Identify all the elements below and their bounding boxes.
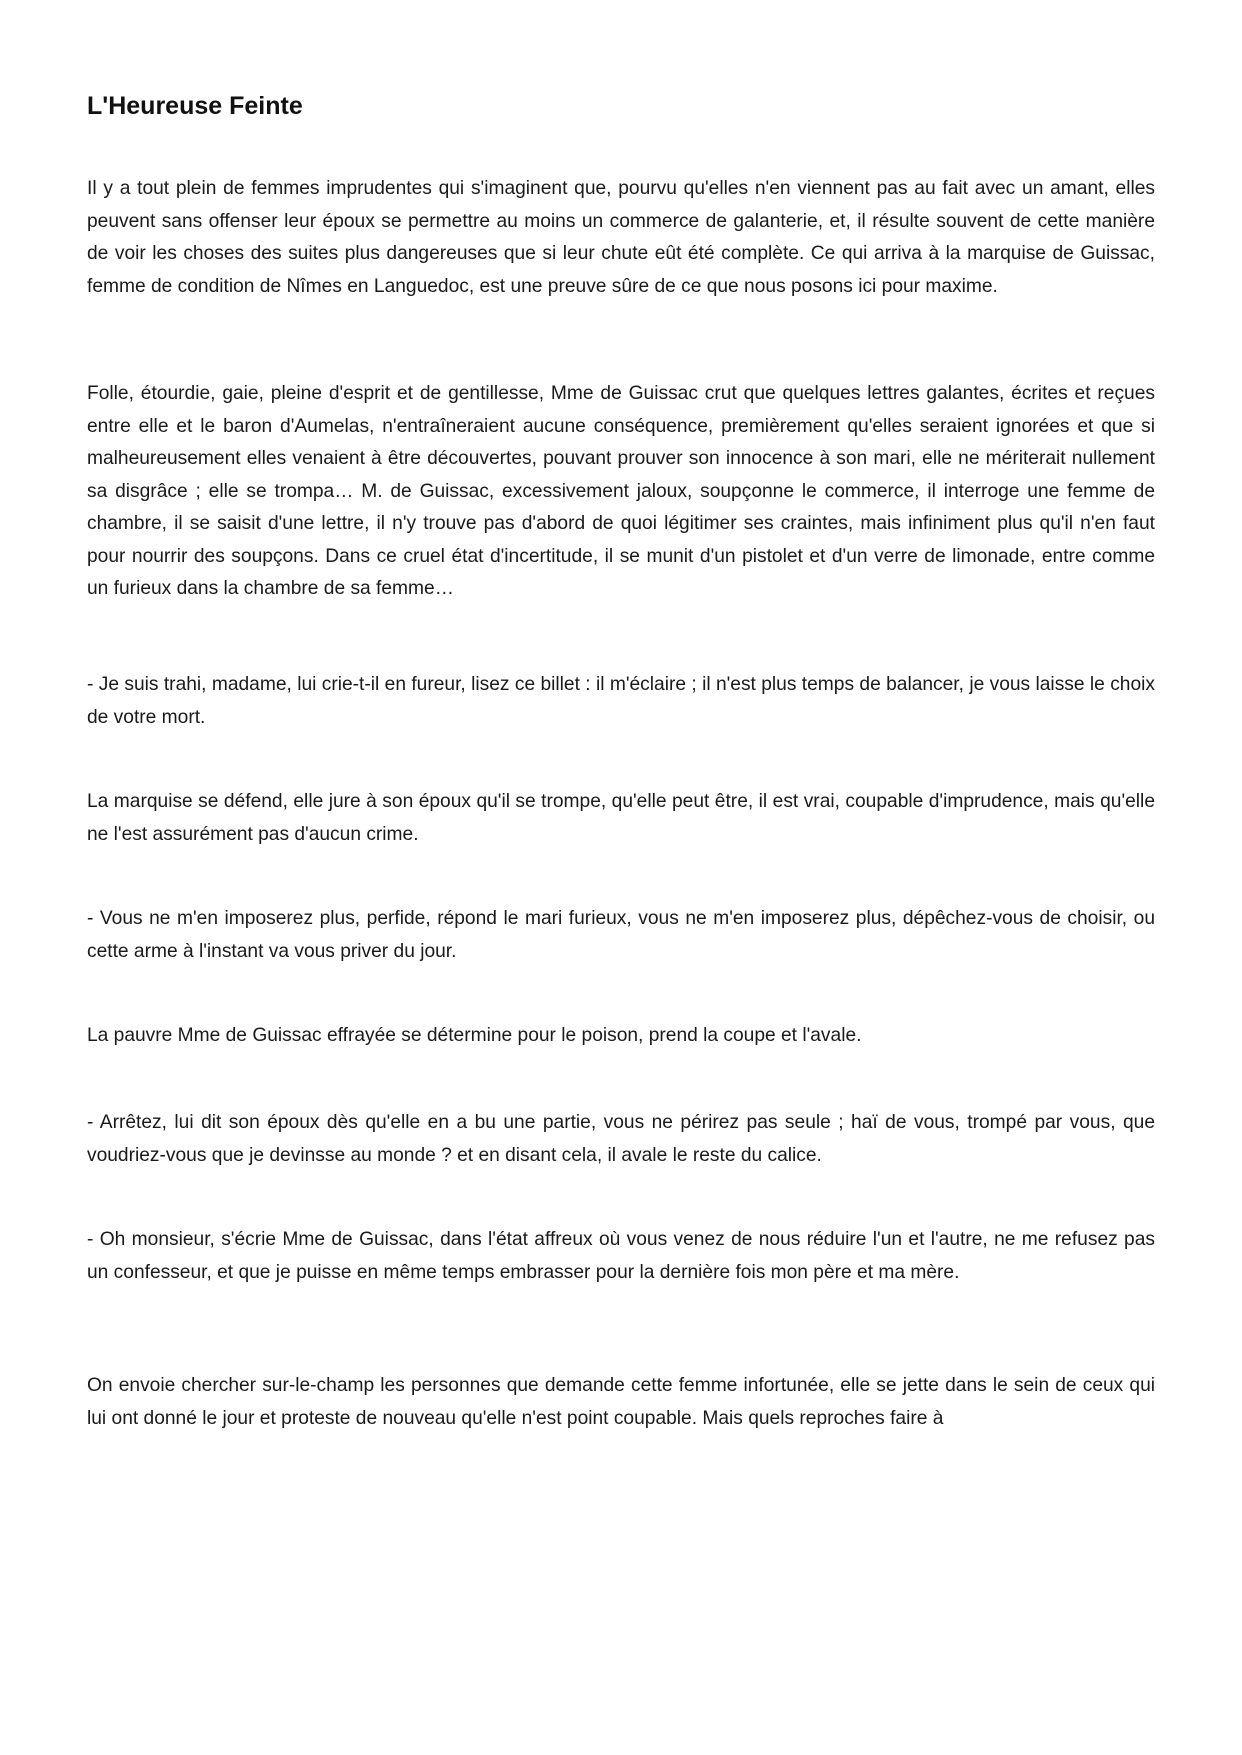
paragraph-8: - Oh monsieur, s'écrie Mme de Guissac, dans l'état affreux où vous venez de nous réduire l'un et l'autre, ne me refusez pas un confesseur, et que je puisse en même temps embrasser pour la dernière fois mon père et ma mère.	[87, 1229, 1155, 1283]
paragraph-3: - Je suis trahi, madame, lui crie-t-il en fureur, lisez ce billet : il m'éclaire ; il n'est plus temps de balancer, je vous laisse le choix de votre mort.	[87, 674, 1155, 728]
paragraph-1: Il y a tout plein de femmes imprudentes qui s'imaginent que, pourvu qu'elles n'en viennent pas au fait avec un amant, elles peuvent sans offenser leur époux se permettre au moins un commerce de galanterie, et, il résulte souvent de cette manière de voir les choses des suites plus dangereuses que si leur chute eût été complète. Ce qui arriva à la marquise de Guissac, femme de condition de Nîmes en Languedoc, est une preuve sûre de ce que nous posons ici pour maxime.	[87, 178, 1155, 297]
paragraph-6: La pauvre Mme de Guissac effrayée se détermine pour le poison, prend la coupe et l'avale.	[87, 1025, 862, 1046]
page-title: L'Heureuse Feinte	[87, 92, 303, 120]
paragraph-9: On envoie chercher sur-le-champ les personnes que demande cette femme infortunée, elle se jette dans le sein de ceux qui lui ont donné le jour et proteste de nouveau qu'elle n'est point coupable. Mais quels reproches faire à	[87, 1375, 1155, 1429]
paragraph-5: - Vous ne m'en imposerez plus, perfide, répond le mari furieux, vous ne m'en imposerez plus, dépêchez-vous de choisir, ou cette arme à l'instant va vous priver du jour.	[87, 908, 1155, 962]
paragraph-4: La marquise se défend, elle jure à son époux qu'il se trompe, qu'elle peut être, il est vrai, coupable d'imprudence, mais qu'elle ne l'est assurément pas d'aucun crime.	[87, 791, 1155, 845]
paragraph-2: Folle, étourdie, gaie, pleine d'esprit et de gentillesse, Mme de Guissac crut que quelques lettres galantes, écrites et reçues entre elle et le baron d'Aumelas, n'entraîneraient aucune conséquence, premièrement qu'elles seraient ignorées et que si malheureusement elles venaient à être découvertes, pouvant prouver son innocence à son mari, elle ne mériterait nullement sa disgrâce ; elle se trompa… M. de Guissac, excessivement jaloux, soupçonne le commerce, il interroge une femme de chambre, il se saisit d'une lettre, il n'y trouve pas d'abord de quoi légitimer ses craintes, mais infiniment plus qu'il n'en faut pour nourrir des soupçons. Dans ce cruel état d'incertitude, il se munit d'un pistolet et d'un verre de limonade, entre comme un furieux dans la chambre de sa femme…	[87, 383, 1155, 599]
paragraph-7: - Arrêtez, lui dit son époux dès qu'elle en a bu une partie, vous ne périrez pas seule ; haï de vous, trompé par vous, que voudriez-vous que je devinsse au monde ? et en disant cela, il avale le reste du calice.	[87, 1112, 1155, 1166]
